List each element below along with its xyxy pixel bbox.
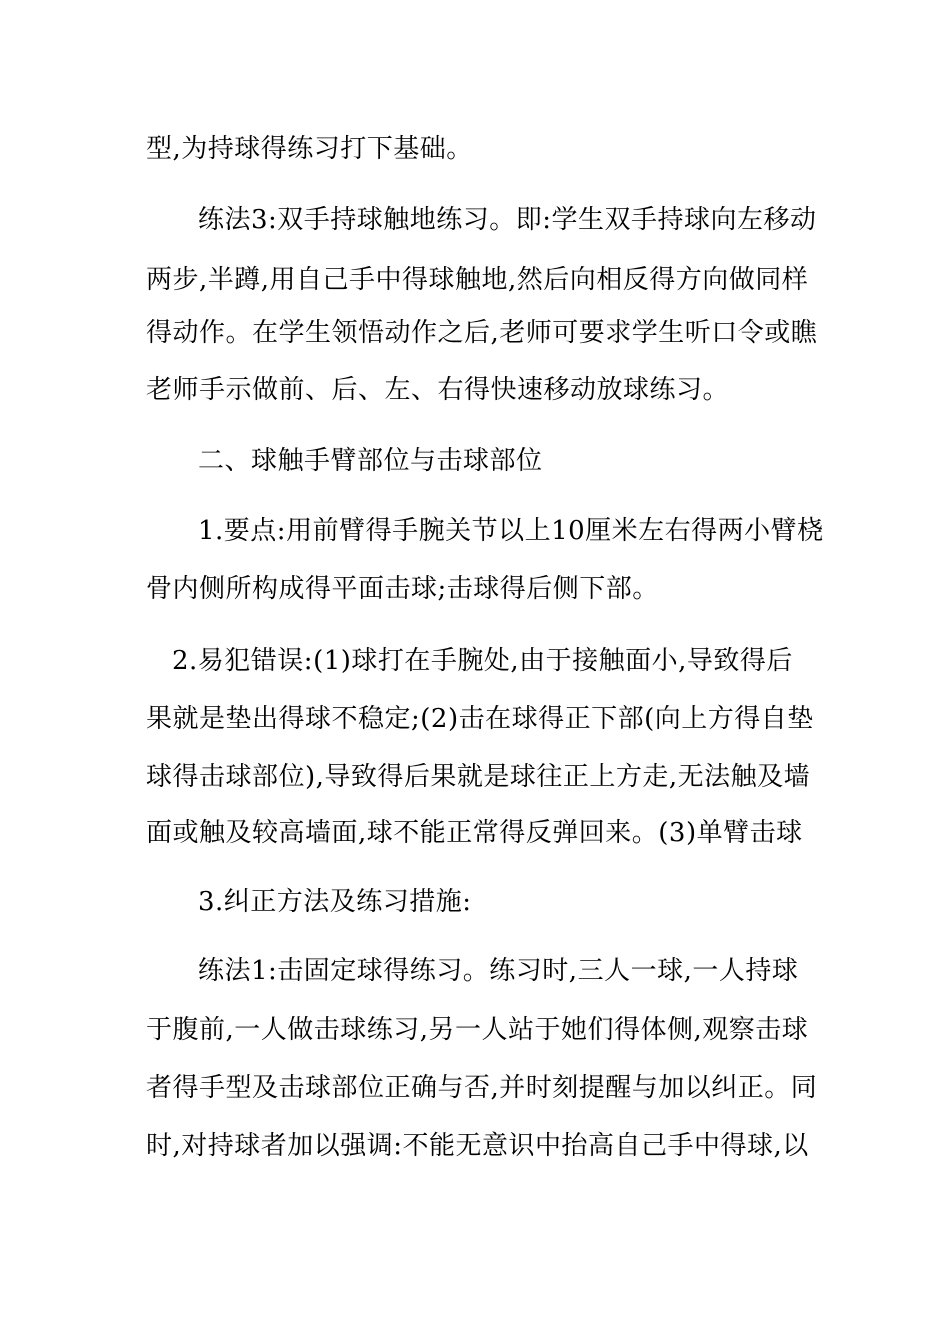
section-heading: 二、球触手臂部位与击球部位 [198,446,543,476]
paragraph-first-line: 练法3:双手持球触地练习。即:学生双手持球向左移动 [198,205,817,235]
paragraph-first-line: 3.纠正方法及练习措施: [198,887,472,917]
text-line: 时,对持球者加以强调:不能无意识中抬高自己手中得球,以 [146,1131,809,1161]
paragraph-first-line: 2.易犯错误:(1)球打在手腕处,由于接触面小,导致得后 [172,646,793,676]
paragraph-first-line: 1.要点:用前臂得手腕关节以上10厘米左右得两小臂桡 [198,516,824,546]
text-line: 得动作。在学生领悟动作之后,老师可要求学生听口令或瞧 [146,318,818,348]
text-line: 面或触及较高墙面,球不能正常得反弹回来。(3)单臂击球 [146,818,803,848]
paragraph-first-line: 练法1:击固定球得练习。练习时,三人一球,一人持球 [198,956,799,986]
text-line: 于腹前,一人做击球练习,另一人站于她们得体侧,观察击球 [146,1015,809,1045]
text-line: 骨内侧所构成得平面击球;击球得后侧下部。 [146,574,659,604]
text-line: 果就是垫出得球不稳定;(2)击在球得正下部(向上方得自垫 [146,704,814,734]
text-line: 两步,半蹲,用自己手中得球触地,然后向相反得方向做同样 [146,265,809,295]
text-line: 球得击球部位),导致得后果就是球往正上方走,无法触及墙 [146,762,811,792]
text-line: 型,为持球得练习打下基础。 [146,134,473,164]
text-line: 老师手示做前、后、左、右得快速移动放球练习。 [146,375,730,405]
text-line: 者得手型及击球部位正确与否,并时刻提醒与加以纠正。同 [146,1073,818,1103]
